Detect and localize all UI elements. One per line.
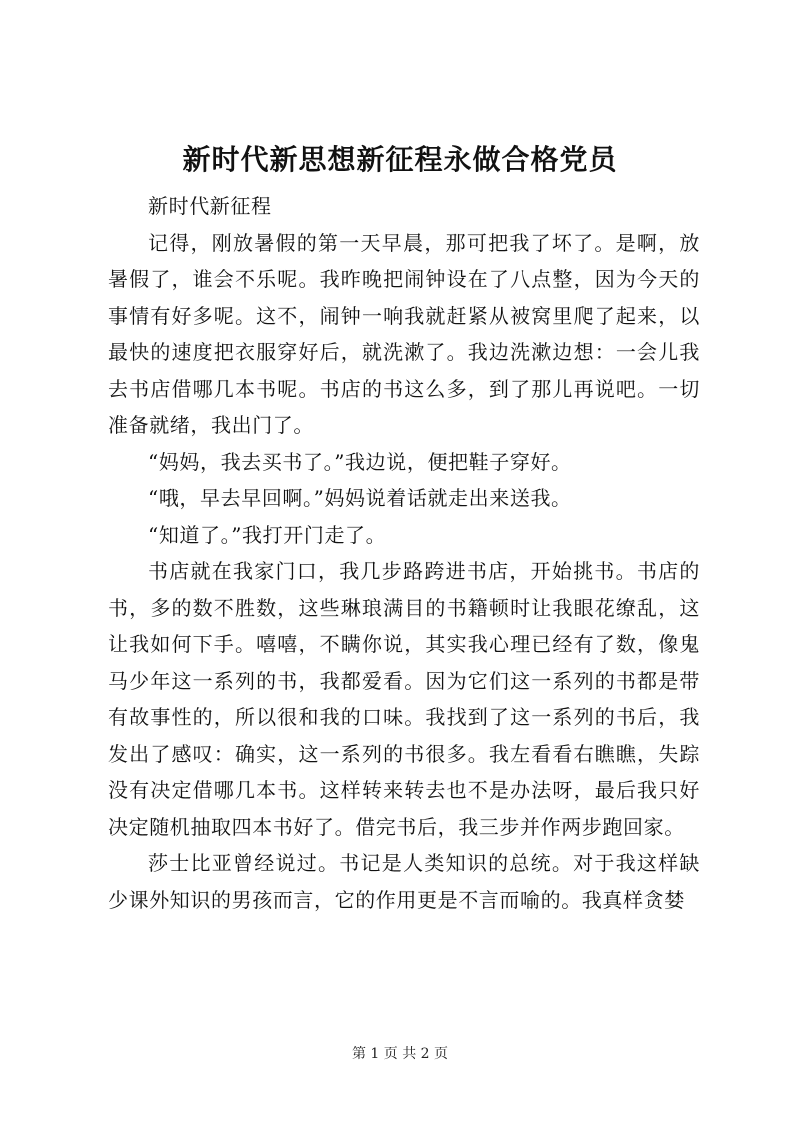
dialog-paragraph: “哦，早去早回啊。”妈妈说着话就走出来送我。 [148,486,572,510]
body-paragraph: 莎士比亚曾经说过。书记是人类知识的总统。对于我这样缺少课外知识的男孩而言，它的作用更是不言而喻的。我真样贪婪 [108,851,700,912]
dialog-paragraph: “知道了。”我打开门走了。 [148,522,387,547]
document-title: 新时代新思想新征程永做合格党员 [182,143,618,176]
dialog-paragraph: “妈妈，我去买书了。”我边说，便把鞋子穿好。 [148,449,572,474]
body-paragraph: 书店就在我家门口，我几步路跨进书店，开始挑书。书店的书，多的数不胜数，这些琳琅满目的书籍顿时让我眼花缭乱，这让我如何下手。嘻嘻，不瞒你说，其实我心理已经有了数，像鬼马少年这一系列的书，我都爱看。因为它们这一系列的书都是带有故事性的，所以很和我的口味。我找到了这一系列的书后，我发出了感叹：确实，这一系列的书很多。我左看看右瞧瞧，失踪没有决定借哪几本书。这样转来转去也不是办法呀，最后我只好决定随机抽取四本书好了。借完书后，我三步并作两步跑回家。 [108,559,700,839]
page-footer [0,1044,800,1064]
subtitle-paragraph: 新时代新征程 [148,194,272,218]
body-paragraph: 记得，刚放暑假的第一天早晨，那可把我了坏了。是啊，放暑假了，谁会不乐呢。我昨晚把闹钟设在了八点整，因为今天的事情有好多呢。这不，闹钟一响我就赶紧从被窝里爬了起来，以最快的速度把衣服穿好后，就洗漱了。我边洗漱边想：一会儿我去书店借哪几本书呢。书店的书这么多，到了那儿再说吧。一切准备就绪，我出门了。 [108,230,700,437]
document-body [108,188,700,918]
page-number-label: 第 1 页 共 2 页 [351,1046,449,1062]
